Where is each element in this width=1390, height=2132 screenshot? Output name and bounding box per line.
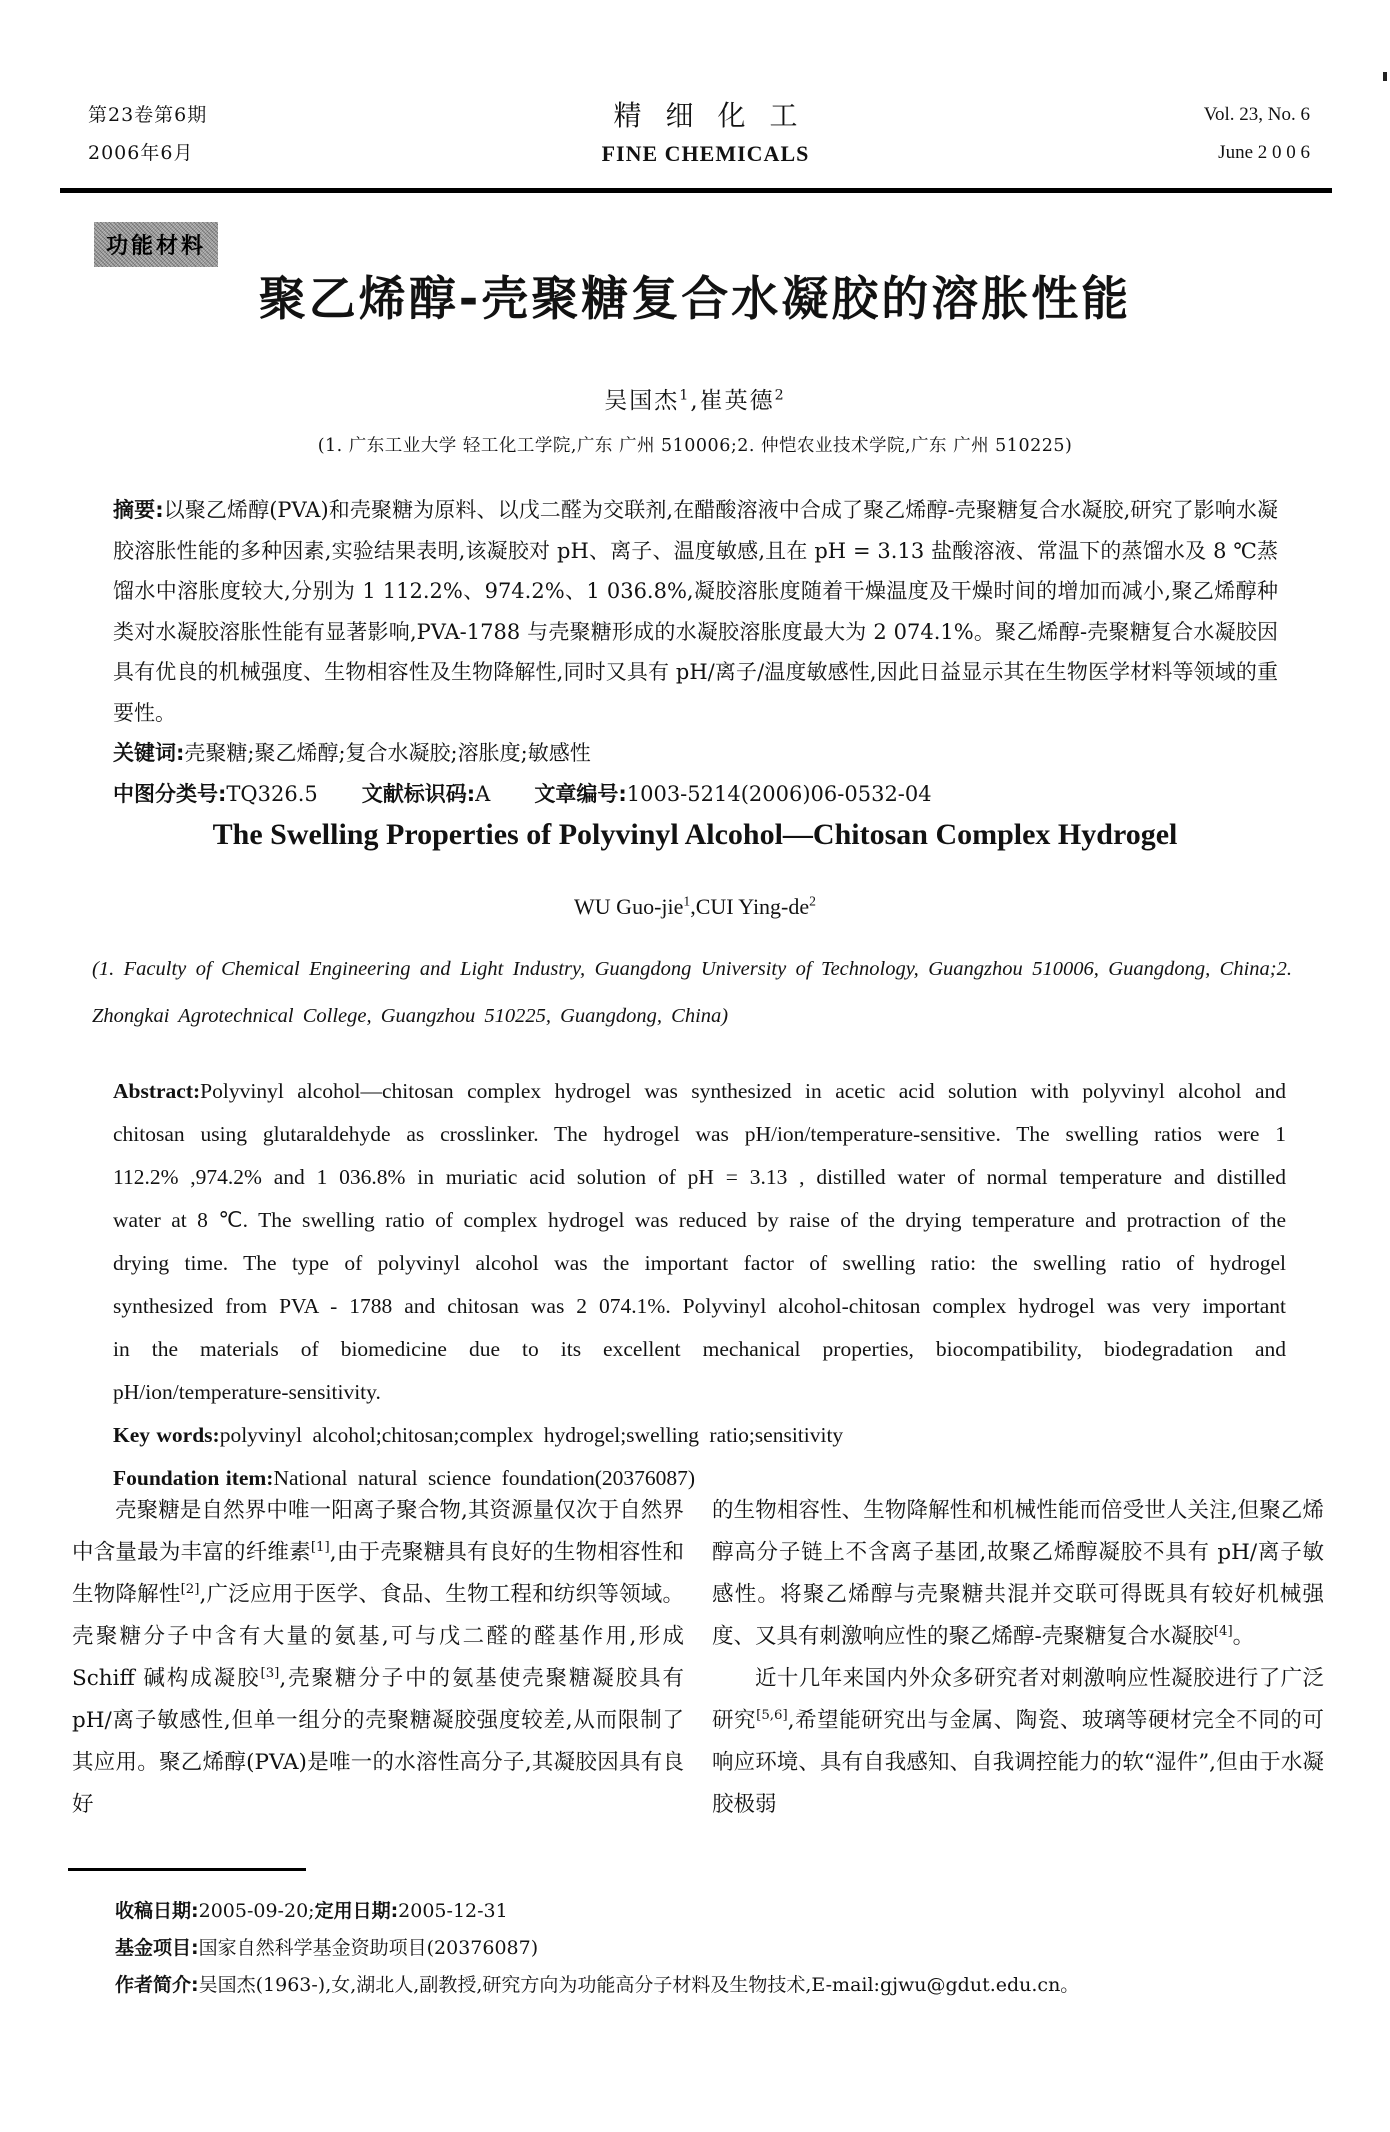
doc-code-group [362, 782, 491, 806]
author-name: 崔英德 [699, 388, 775, 414]
keywords-text-cn: 壳聚糖;聚乙烯醇;复合水凝胶;溶胀度;敏感性 [184, 741, 591, 765]
author-name: WU Guo-jie [574, 894, 684, 919]
abstract-text-en: Polyvinyl alcohol—chitosan complex hydrogel was synthesized in acetic acid solution with polyvinyl alcohol and chitosan using glutaraldehyde as crosslinker. The hydrogel was pH/ion/temperature-sensitive. The swelling ratios were 1 112.2% ,974.2% and 1 036.8% in muriatic acid solution of pH = 3.13 , distilled water of normal temperature and distilled water at 8 ℃. The swelling ratio of complex hydrogel was reduced by raise of the drying temperature and protraction of the drying time. The type of polyvinyl alcohol was the important factor of swelling ratio: the swelling ratio of hydrogel synthesized from PVA - 1788 and chitosan was 2 074.1%. Polyvinyl alcohol-chitosan complex hydrogel was very important in the materials of biomedicine due to its excellent mechanical properties, biocompatibility, biodegradation and pH/ion/temperature-sensitivity. [113, 1079, 1286, 1404]
journal-name-block [589, 96, 821, 172]
article-id-value: 1003-5214(2006)06-0532-04 [626, 781, 932, 806]
foundation-text: National natural science foundation(20376087) [273, 1466, 696, 1490]
issue-number: 第23卷第6期 [88, 104, 208, 126]
section-badge: 功能材料 [94, 222, 218, 267]
body-columns [72, 1490, 1324, 1826]
issue-date-en: June 2 0 0 6 [1218, 142, 1310, 163]
text-run: ,壳聚糖分子中的氨基使壳聚糖凝胶具有 pH/离子敏感性,但单一组分的壳聚糖凝胶强度较差,从而限制了其应用。聚乙烯醇(PVA)是唯一的水溶性高分子,其凝胶因具有良好 [72, 1666, 684, 1817]
text-run: ,由于壳聚糖具有良好的生物相容性和生物降解性 [72, 1540, 684, 1607]
clc-value: TQ326.5 [226, 781, 318, 806]
header-volume-block [1204, 96, 1310, 172]
keywords-label-en: Key words: [113, 1423, 220, 1447]
ref-mark: [1] [310, 1539, 330, 1555]
clc-group [113, 782, 318, 806]
abstract-text-cn: 以聚乙烯醇(PVA)和壳聚糖为原料、以戊二醛为交联剂,在醋酸溶液中合成了聚乙烯醇-壳聚糖复合水凝胶,研究了影响水凝胶溶胀性能的多种因素,实验结果表明,该凝胶对 pH、离子、温度敏感,且在 pH = 3.13 盐酸溶液、常温下的蒸馏水及 8 ℃蒸馏水中溶胀度较大,分别为 1 112.2%、974.2%、1 036.8%,凝胶溶胀度随着干燥温度及干燥时间的增加而减小,聚乙烯醇种类对水凝胶溶胀性能有显著影响,PVA-1788 与壳聚糖形成的水凝胶溶胀度最大为 2 074.1%。聚乙烯醇-壳聚糖复合水凝胶因具有优良的机械强度、生物相容性及生物降解性,同时又具有 pH/离子/温度敏感性,因此日益显示其在生物医学材料等领域的重要性。 [113, 498, 1278, 725]
body-paragraph [712, 1658, 1324, 1826]
footnote-dates [115, 1893, 1320, 1930]
keywords-en [113, 1414, 1286, 1457]
article-title-en: The Swelling Properties of Polyvinyl Alcohol—Chitosan Complex Hydrogel [212, 818, 1178, 851]
body-paragraph [72, 1490, 684, 1826]
scan-artifact [1383, 72, 1387, 81]
text-run: 近十几年来国内外众多研究者对刺激响应性凝胶进行了广泛研究 [712, 1666, 1324, 1733]
foundation-label: Foundation item: [113, 1466, 274, 1490]
keywords-label-cn: 关键词: [113, 741, 185, 765]
authors-en [0, 894, 1390, 920]
article-id-group [534, 782, 931, 806]
authors-cn [0, 382, 1390, 415]
footnote-bio [115, 1967, 1320, 2004]
body-paragraph [712, 1490, 1324, 1658]
ref-mark: [5,6] [756, 1707, 788, 1723]
text-run: ,广泛应用于医学、食品、生物工程和纺织等领域。壳聚糖分子中含有大量的氨基,可与戊二醛的醛基作用,形成 Schiff 碱构成凝胶 [72, 1582, 684, 1691]
ref-mark: [4] [1213, 1623, 1233, 1639]
accepted-date: 2005-12-31 [398, 1900, 508, 1922]
abstract-label-en: Abstract: [113, 1079, 201, 1103]
fund-text: 国家自然科学基金资助项目(20376087) [198, 1937, 539, 1959]
fund-label: 基金项目: [115, 1937, 199, 1959]
abstract-cn [113, 490, 1278, 733]
author-sup: 2 [809, 893, 816, 909]
issue-date-cn: 2006年6月 [88, 142, 194, 164]
text-run: 壳聚糖是自然界中唯一阳离子聚合物,其资源量仅次于自然界中含量最为丰富的纤维素 [72, 1498, 684, 1565]
affiliation-en: (1. Faculty of Chemical Engineering and Light Industry, Guangdong University of Technology, Guangzhou 510006, Guangdong, China;2. Zhongkai Agrotechnical College, Guangzhou 510225, Guangdong, China) [92, 958, 1292, 1027]
journal-header [88, 96, 1310, 172]
text-run: 的生物相容性、生物降解性和机械性能而倍受世人关注,但聚乙烯醇高分子链上不含离子基团,故聚乙烯醇凝胶不具有 pH/离子敏感性。将聚乙烯醇与壳聚糖共混并交联可得既具有较好机械强度、又具有刺激响应性的聚乙烯醇-壳聚糖复合水凝胶 [712, 1498, 1324, 1649]
affiliation-cn: (1. 广东工业大学 轻工化工学院,广东 广州 510006;2. 仲恺农业技术学院,广东 广州 510225) [317, 436, 1073, 456]
clc-line [113, 774, 1278, 815]
received-date: 2005-09-20; [198, 1900, 315, 1922]
right-column [712, 1490, 1324, 1826]
article-title-cn: 聚乙烯醇-壳聚糖复合水凝胶的溶胀性能 [258, 272, 1132, 327]
abstract-block-cn [113, 490, 1278, 814]
bio-label: 作者简介: [115, 1974, 199, 1996]
abstract-en [113, 1070, 1286, 1414]
keywords-text-en: polyvinyl alcohol;chitosan;complex hydrogel;swelling ratio;sensitivity [219, 1423, 844, 1447]
author-name: CUI Ying-de [695, 894, 810, 919]
abstract-label-cn: 摘要: [113, 498, 164, 522]
journal-name-cn: 精细化工 [613, 99, 822, 132]
header-rule [60, 188, 1332, 193]
author-sep: , [690, 894, 696, 919]
clc-label: 中图分类号: [113, 781, 227, 806]
ref-mark: [2] [180, 1581, 200, 1597]
doc-code-label: 文献标识码: [361, 781, 476, 806]
article-id-label: 文章编号: [534, 781, 627, 806]
author-sup: 1 [683, 893, 691, 909]
footnotes [115, 1893, 1320, 2004]
accepted-label: 定用日期: [314, 1900, 399, 1922]
author-sup: 1 [679, 387, 691, 404]
left-column [72, 1490, 684, 1826]
author-name: 吴国杰 [604, 388, 680, 414]
header-issue-block [88, 96, 207, 172]
volume-number: Vol. 23, No. 6 [1203, 104, 1310, 125]
english-section [0, 818, 1390, 1500]
footnote-rule [68, 1868, 306, 1871]
journal-name-en: FINE CHEMICALS [601, 141, 810, 166]
received-label: 收稿日期: [115, 1900, 199, 1922]
author-sep: , [690, 388, 700, 414]
text-run: 。 [1232, 1624, 1255, 1649]
author-sup: 2 [774, 387, 786, 404]
text-run: ,希望能研究出与金属、陶瓷、玻璃等硬材完全不同的可响应环境、具有自我感知、自我调控能力的软“湿件”,但由于水凝胶极弱 [712, 1708, 1324, 1817]
bio-text: 吴国杰(1963-),女,湖北人,副教授,研究方向为功能高分子材料及生物技术,E-mail:gjwu@gdut.edu.cn。 [198, 1974, 1080, 1996]
keywords-cn [113, 733, 1278, 774]
ref-mark: [3] [260, 1665, 280, 1681]
abstract-block-en [113, 1070, 1286, 1500]
footnote-fund [115, 1930, 1320, 1967]
doc-code-value: A [475, 781, 491, 806]
